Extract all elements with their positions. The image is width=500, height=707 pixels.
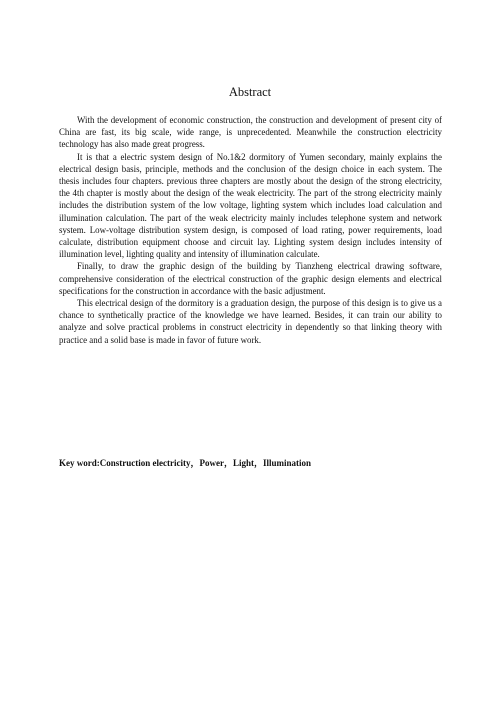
abstract-body xyxy=(59,114,442,346)
keywords-line: Key word:Construction electricity，Power，Light，Illumination xyxy=(59,458,311,468)
abstract-paragraph: Finally, to draw the graphic design of the building by Tianzheng electrical drawing software, comprehensive consideration of the electrical construction of the graphic design elements and electrical specifications for the construction in accordance with the basic adjustment. xyxy=(59,261,442,296)
abstract-paragraph: This electrical design of the dormitory is a graduation design, the purpose of this design is to give us a chance to synthetically practice of the knowledge we have learned. Besides, it can train our ability to analyze and solve practical problems in construct electricity in dependently so that linking theory with practice and a solid base is made in favor of future work. xyxy=(59,298,442,345)
abstract-paragraph: It is that a electric system design of No.1&2 dormitory of Yumen secondary, mainly explains the electrical design basis, principle, methods and the conclusion of the design choice in each system. The thesis includes four chapters. previous three chapters are mostly about the design of the strong electricity, the 4th chapter is mostly about the design of the weak electricity. The part of the strong electricity mainly includes the distribution system of the low voltage, lighting system which includes load calculation and illumination calculation. The part of the weak electricity mainly includes telephone system and network system. Low-voltage distribution system design, is composed of load rating, power requirements, load calculate, distribution equipment choose and circuit lay. Lighting system design includes intensity of illumination level, lighting quality and intensity of illumination calculate. xyxy=(59,151,442,260)
abstract-title: Abstract xyxy=(228,85,272,99)
abstract-paragraph: With the development of economic construction, the construction and development of present city of China are fast, its big scale, wide range, is unprecedented. Meanwhile the construction electricity technology has also made great progress. xyxy=(59,115,442,150)
